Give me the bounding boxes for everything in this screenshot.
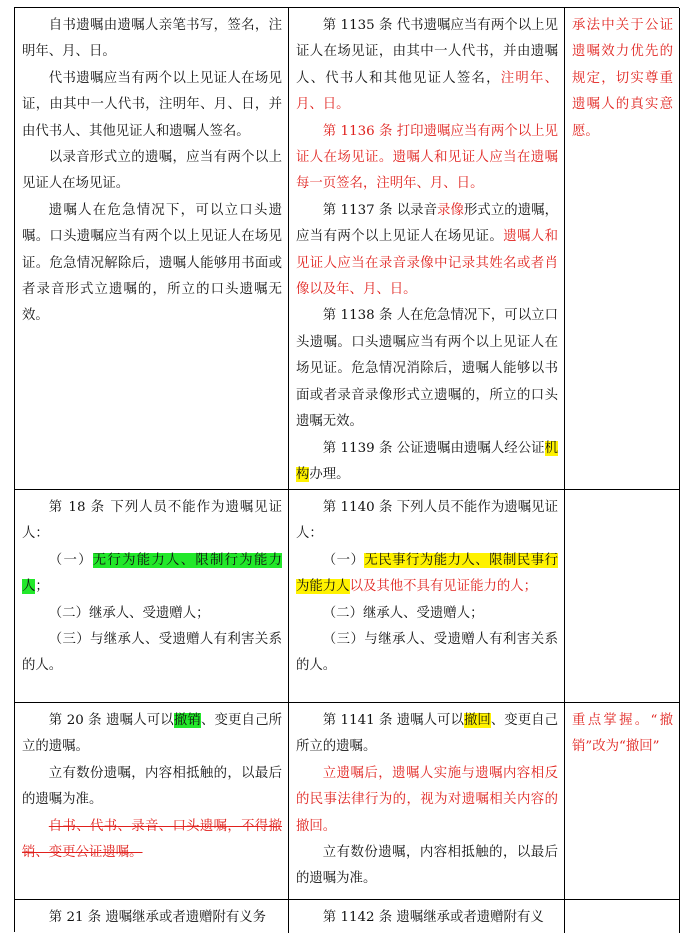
paragraph: 以录音形式立的遗嘱，应当有两个以上见证人在场见证。	[22, 150, 282, 192]
paragraph: 遗嘱人在危急情况下，可以立口头遗嘱。口头遗嘱应当有两个以上见证人在场见证。危急情况解除后，遗嘱人能够用书面或者录音形式立遗嘱的，所立的口头遗嘱无效。	[22, 202, 282, 324]
added-text: 录像	[437, 202, 464, 218]
list-item: （二）继承人、受遗赠人；	[322, 605, 484, 621]
paragraph: 立有数份遗嘱，内容相抵触的，以最后的遗嘱为准。	[296, 845, 558, 887]
article-1137	[296, 198, 558, 304]
article-text: 形式立的遗嘱，应当有两个以上见证人在场见证。	[296, 202, 558, 245]
article-1142: 第 1142 条 遗嘱继承或者遗赠附有义	[322, 910, 544, 925]
article-20	[22, 708, 282, 761]
civil-code-cell	[289, 490, 565, 702]
old-law-cell	[15, 703, 289, 899]
article-text: 、变更自己所立的遗嘱。	[22, 713, 283, 755]
article-1135	[296, 13, 558, 119]
article-text: 第 1141 条 遗嘱人可以	[322, 713, 464, 728]
article-1141	[296, 708, 558, 761]
old-law-cell	[15, 900, 289, 933]
note-cell	[565, 900, 680, 933]
note-cell	[565, 8, 680, 489]
highlighted-text: 无民事行为能力人、限制民事行为能力人	[296, 552, 559, 595]
article-1140: 第 1140 条 下列人员不能作为遗嘱见证人：	[296, 500, 558, 542]
article-text: 第 1137 条 以录音	[322, 202, 438, 218]
note-text: 承法中关于公证遗嘱效力优先的规定，切实尊重遗嘱人的真实意愿。	[572, 18, 673, 139]
article-21: 第 21 条 遗嘱继承或者遗赠附有义务	[48, 910, 267, 925]
highlighted-text: 撤回	[463, 713, 491, 728]
item-number: （一）	[48, 552, 93, 568]
list-item: （三）与继承人、受遗赠人有利害关系的人。	[296, 632, 558, 674]
highlighted-text: 机构	[296, 440, 558, 482]
old-law-cell	[15, 8, 289, 489]
table-row	[15, 703, 680, 900]
article-text: 第 1139 条 公证遗嘱由遗嘱人经公证	[322, 440, 545, 456]
article-text: 、变更自己所立的遗嘱。	[296, 713, 558, 755]
added-text: 遗嘱人和见证人应当在录音录像中记录其姓名或者肖像以及年、月、日。	[296, 229, 559, 298]
note-cell	[565, 703, 680, 899]
note-text: 重点掌握。“撤销”改为“撤回”	[572, 713, 673, 755]
added-text: 以及其他不具有见证能力的人；	[349, 579, 538, 595]
old-law-cell	[15, 490, 289, 702]
highlighted-text: 无行为能力人、限制行为能力人	[22, 552, 283, 595]
comparison-table	[14, 7, 679, 932]
article-18: 第 18 条 下列人员不能作为遗嘱见证人：	[22, 500, 282, 542]
list-item	[22, 548, 282, 601]
item-end: ；	[35, 579, 49, 595]
article-1138: 第 1138 条 人在危急情况下，可以立口头遗嘱。口头遗嘱应当有两个以上见证人在场见证。危急情况消除后，遗嘱人能够以书面或者录音录像形式立遗嘱的，所立的口头遗嘱无效。	[296, 308, 558, 430]
list-item	[296, 548, 558, 601]
list-item: （二）继承人、受遗赠人；	[48, 605, 210, 621]
civil-code-cell	[289, 8, 565, 489]
added-paragraph: 立遗嘱后，遗嘱人实施与遗嘱内容相反的民事法律行为的，视为对遗嘱相关内容的撤回。	[296, 765, 558, 834]
article-1139	[296, 436, 558, 489]
highlighted-text: 撤销	[173, 713, 201, 728]
article-text: 第 1135 条 代书遗嘱应当有两个以上见证人在场见证，由其中一人代书，并由遗嘱人、代书人和其他见证人签名，	[296, 18, 558, 86]
article-1136: 第 1136 条 打印遗嘱应当有两个以上见证人在场见证。遗嘱人和见证人应当在遗嘱每一页签名，注明年、月、日。	[296, 123, 558, 192]
list-item: （三）与继承人、受遗赠人有利害关系的人。	[22, 632, 282, 674]
note-cell	[565, 490, 680, 702]
table-row	[15, 490, 680, 703]
item-number: （一）	[322, 552, 365, 568]
paragraph: 自书遗嘱由遗嘱人亲笔书写，签名，注明年、月、日。	[22, 18, 282, 60]
paragraph: 立有数份遗嘱，内容相抵触的，以最后的遗嘱为准。	[22, 765, 282, 808]
article-text: 第 20 条 遗嘱人可以	[48, 713, 174, 728]
table-row	[15, 8, 680, 490]
table-row	[15, 900, 680, 933]
civil-code-cell	[289, 703, 565, 899]
deleted-text	[22, 814, 282, 867]
added-text: 注明年、月、日。	[296, 70, 559, 113]
strikethrough-text: 自书、代书、录音、口头遗嘱，不得撤销、变更公证遗嘱。	[22, 818, 282, 861]
article-text: 办理。	[309, 466, 350, 482]
paragraph: 代书遗嘱应当有两个以上见证人在场见证，由其中一人代书，注明年、月、日，并由代书人、其他见证人和遗嘱人签名。	[22, 70, 282, 139]
civil-code-cell	[289, 900, 565, 933]
